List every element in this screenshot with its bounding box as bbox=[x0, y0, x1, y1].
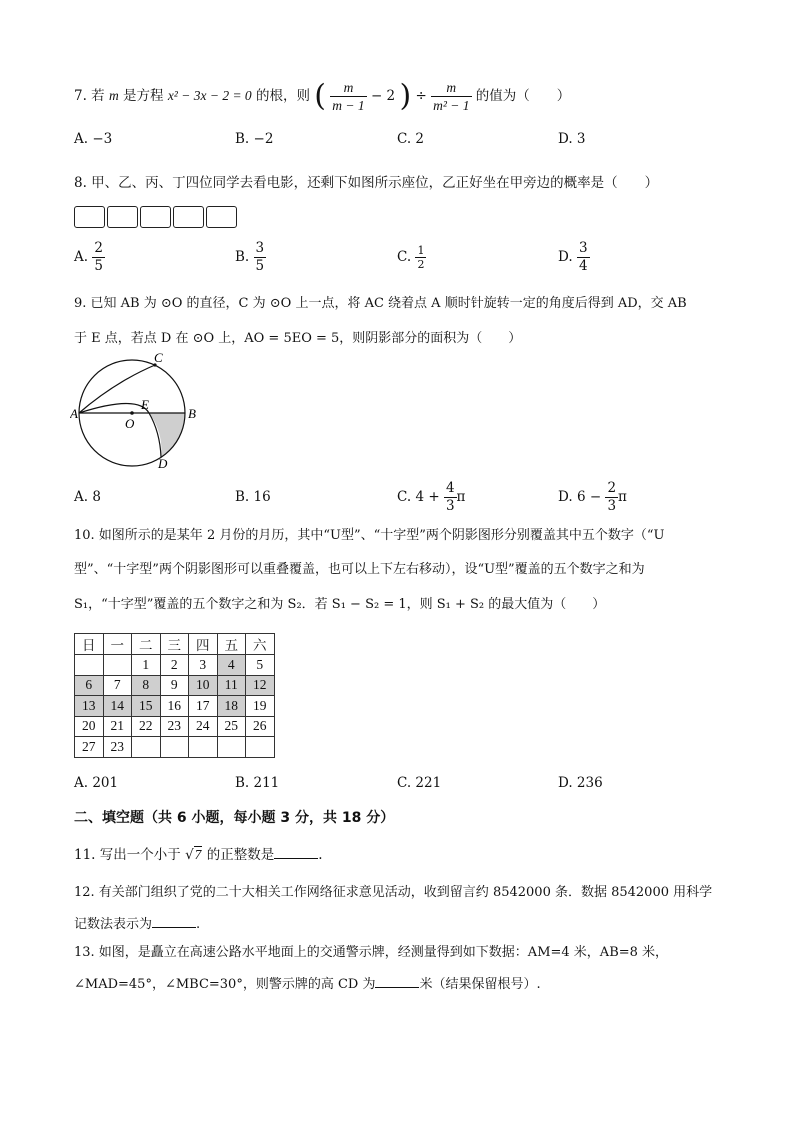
q7-stem bbox=[74, 78, 570, 114]
q7-text2: 的根，则 bbox=[255, 88, 310, 104]
q8-option-b[interactable]: B. $\frac{3}{5}$ bbox=[235, 240, 265, 274]
q7-var-m: m bbox=[108, 88, 119, 103]
q9-line1: 9. 已知 AB 为 ⊙O 的直径，C 为 ⊙O 上一点，将 AC 绕着点 A 顺时针旋转一定的角度后得到 AD，交 AB bbox=[74, 296, 687, 311]
calendar-cell: 21 bbox=[103, 716, 132, 737]
calendar-cell: 22 bbox=[132, 716, 161, 737]
q10-option-a[interactable]: A. 201 bbox=[74, 775, 119, 791]
point-o bbox=[130, 411, 134, 415]
calendar-cell: 2 bbox=[160, 655, 189, 676]
calendar-cell: 19 bbox=[246, 696, 275, 717]
calendar-cell: 25 bbox=[217, 716, 246, 737]
calendar-cell: 26 bbox=[246, 716, 275, 737]
q8-stem: 8. 甲、乙、丙、丁四位同学去看电影，还剩下如图所示座位，乙正好坐在甲旁边的概率是（ ） bbox=[74, 175, 659, 191]
calendar-header-cell: 三 bbox=[160, 634, 189, 655]
seat-box bbox=[140, 206, 171, 228]
q9-option-a[interactable]: A. 8 bbox=[74, 489, 101, 505]
q7-option-b[interactable]: B. −2 bbox=[235, 131, 274, 147]
q10-option-c[interactable]: C. 221 bbox=[397, 775, 442, 791]
calendar-cell: 16 bbox=[160, 696, 189, 717]
calendar-row bbox=[75, 655, 275, 676]
calendar-header-cell: 日 bbox=[75, 634, 104, 655]
calendar-cell-shaded: 14 bbox=[103, 696, 132, 717]
calendar-table bbox=[74, 633, 275, 758]
calendar-cell bbox=[246, 737, 275, 758]
label-d: D bbox=[158, 456, 168, 471]
calendar-cell: 17 bbox=[189, 696, 218, 717]
q7-divide: ÷ bbox=[415, 88, 427, 104]
q13-line2: ∠MAD=45°，∠MBC=30°，则警示牌的高 CD 为 米（结果保留根号）. bbox=[74, 977, 541, 992]
seat-box bbox=[173, 206, 204, 228]
calendar-cell-shaded: 18 bbox=[217, 696, 246, 717]
calendar-cell bbox=[160, 737, 189, 758]
q8-option-a[interactable]: A. $\frac{2}{5}$ bbox=[74, 240, 103, 274]
calendar-cell: 7 bbox=[103, 675, 132, 696]
seat-box bbox=[107, 206, 138, 228]
calendar-header-cell: 六 bbox=[246, 634, 275, 655]
calendar-cell bbox=[103, 655, 132, 676]
label-c: C bbox=[154, 352, 163, 365]
calendar-header-cell: 五 bbox=[217, 634, 246, 655]
calendar-cell: 24 bbox=[189, 716, 218, 737]
answer-blank[interactable] bbox=[152, 915, 196, 928]
q7-text3: 的值为（ ） bbox=[475, 88, 571, 104]
q11-stem: 11. 写出一个小于 √7 的正整数是 . bbox=[74, 847, 323, 863]
calendar-cell-shaded: 6 bbox=[75, 675, 104, 696]
calendar-cell-shaded: 15 bbox=[132, 696, 161, 717]
section-2-title: 二、填空题（共 6 小题，每小题 3 分，共 18 分） bbox=[74, 810, 395, 826]
q9-option-d[interactable]: D. 6 − $\frac{2}{3}$ π bbox=[558, 480, 627, 514]
calendar-cell: 3 bbox=[189, 655, 218, 676]
calendar-row bbox=[75, 737, 275, 758]
q7-equation: x² − 3x − 2 = 0 bbox=[167, 88, 252, 103]
q9-circle-figure bbox=[70, 352, 210, 472]
sqrt-symbol: √7 bbox=[185, 847, 202, 863]
q7-option-d[interactable]: D. 3 bbox=[558, 131, 586, 147]
q7-fraction-1: $\frac{m}{m - 1}$ bbox=[332, 80, 365, 113]
calendar-cell bbox=[132, 737, 161, 758]
q7-left-paren: ( bbox=[314, 78, 326, 114]
answer-blank[interactable] bbox=[274, 846, 318, 859]
q8-option-d[interactable]: D. $\frac{3}{4}$ bbox=[558, 240, 588, 274]
calendar-row bbox=[75, 675, 275, 696]
calendar-row bbox=[75, 716, 275, 737]
label-e: E bbox=[141, 397, 149, 412]
calendar-cell-shaded: 8 bbox=[132, 675, 161, 696]
q7-option-a[interactable]: A. −3 bbox=[74, 131, 113, 147]
q12-line2: 记数法表示为 . bbox=[74, 917, 201, 932]
q13-line1: 13. 如图，是矗立在高速公路水平地面上的交通警示牌，经测量得到如下数据：AM=4 米，AB=8 米， bbox=[74, 945, 669, 960]
q7-label: 7. 若 bbox=[74, 88, 105, 104]
calendar-header-cell: 二 bbox=[132, 634, 161, 655]
q9-option-b[interactable]: B. 16 bbox=[235, 489, 271, 505]
calendar-cell: 20 bbox=[75, 716, 104, 737]
q10-option-d[interactable]: D. 236 bbox=[558, 775, 603, 791]
q9-line2: 于 E 点，若点 D 在 ⊙O 上，AO = 5EO = 5，则阴影部分的面积为（ ） bbox=[74, 331, 522, 346]
calendar-cell-shaded: 11 bbox=[217, 675, 246, 696]
calendar-header-cell: 一 bbox=[103, 634, 132, 655]
calendar-cell-shaded: 4 bbox=[217, 655, 246, 676]
calendar-cell: 23 bbox=[103, 737, 132, 758]
calendar-cell: 23 bbox=[160, 716, 189, 737]
seat-box bbox=[74, 206, 105, 228]
calendar-cell-shaded: 12 bbox=[246, 675, 275, 696]
calendar-cell: 5 bbox=[246, 655, 275, 676]
q7-fraction-2: $\frac{m}{\text{m² − 1}}$ bbox=[433, 80, 470, 113]
q10-option-b[interactable]: B. 211 bbox=[235, 775, 280, 791]
label-a: A bbox=[70, 406, 78, 421]
label-o: O bbox=[125, 416, 135, 431]
q10-line3: S₁，“十字型”覆盖的五个数字之和为 S₂．若 S₁ − S₂ = 1，则 S₁ + S₂ 的最大值为（ ） bbox=[74, 597, 606, 612]
calendar-cell bbox=[189, 737, 218, 758]
q12-line1: 12. 有关部门组织了党的二十大相关工作网络征求意见活动，收到留言约 8542000 条．数据 8542000 用科学 bbox=[74, 885, 713, 900]
q7-right-paren: ) bbox=[399, 78, 412, 114]
q7-minus-two: − 2 bbox=[370, 88, 396, 104]
q10-line1: 10. 如图所示的是某年 2 月份的月历，其中“U型”、“十字型”两个阴影图形分别覆盖其中五个数字（“U bbox=[74, 528, 665, 543]
q9-option-c[interactable]: C. 4 + $\frac{4}{3}$ π bbox=[397, 480, 466, 514]
calendar-cell: 9 bbox=[160, 675, 189, 696]
calendar-row bbox=[75, 696, 275, 717]
q8-option-c[interactable]: C. $\frac{1}{2}$ bbox=[397, 244, 425, 271]
seat-box bbox=[206, 206, 237, 228]
calendar-cell-shaded: 13 bbox=[75, 696, 104, 717]
calendar-cell bbox=[75, 655, 104, 676]
q10-line2: 型”、“十字型”两个阴影图形可以重叠覆盖，也可以上下左右移动），设“U型”覆盖的五个数字之和为 bbox=[74, 562, 645, 577]
calendar-cell-shaded: 10 bbox=[189, 675, 218, 696]
q7-option-c[interactable]: C. 2 bbox=[397, 131, 425, 147]
calendar-header-cell: 四 bbox=[189, 634, 218, 655]
calendar-cell: 1 bbox=[132, 655, 161, 676]
label-b: B bbox=[188, 406, 196, 421]
calendar-cell bbox=[217, 737, 246, 758]
calendar-header-row bbox=[75, 634, 275, 655]
calendar-cell: 27 bbox=[75, 737, 104, 758]
q7-text1: 是方程 bbox=[123, 88, 164, 104]
answer-blank[interactable] bbox=[375, 975, 419, 988]
